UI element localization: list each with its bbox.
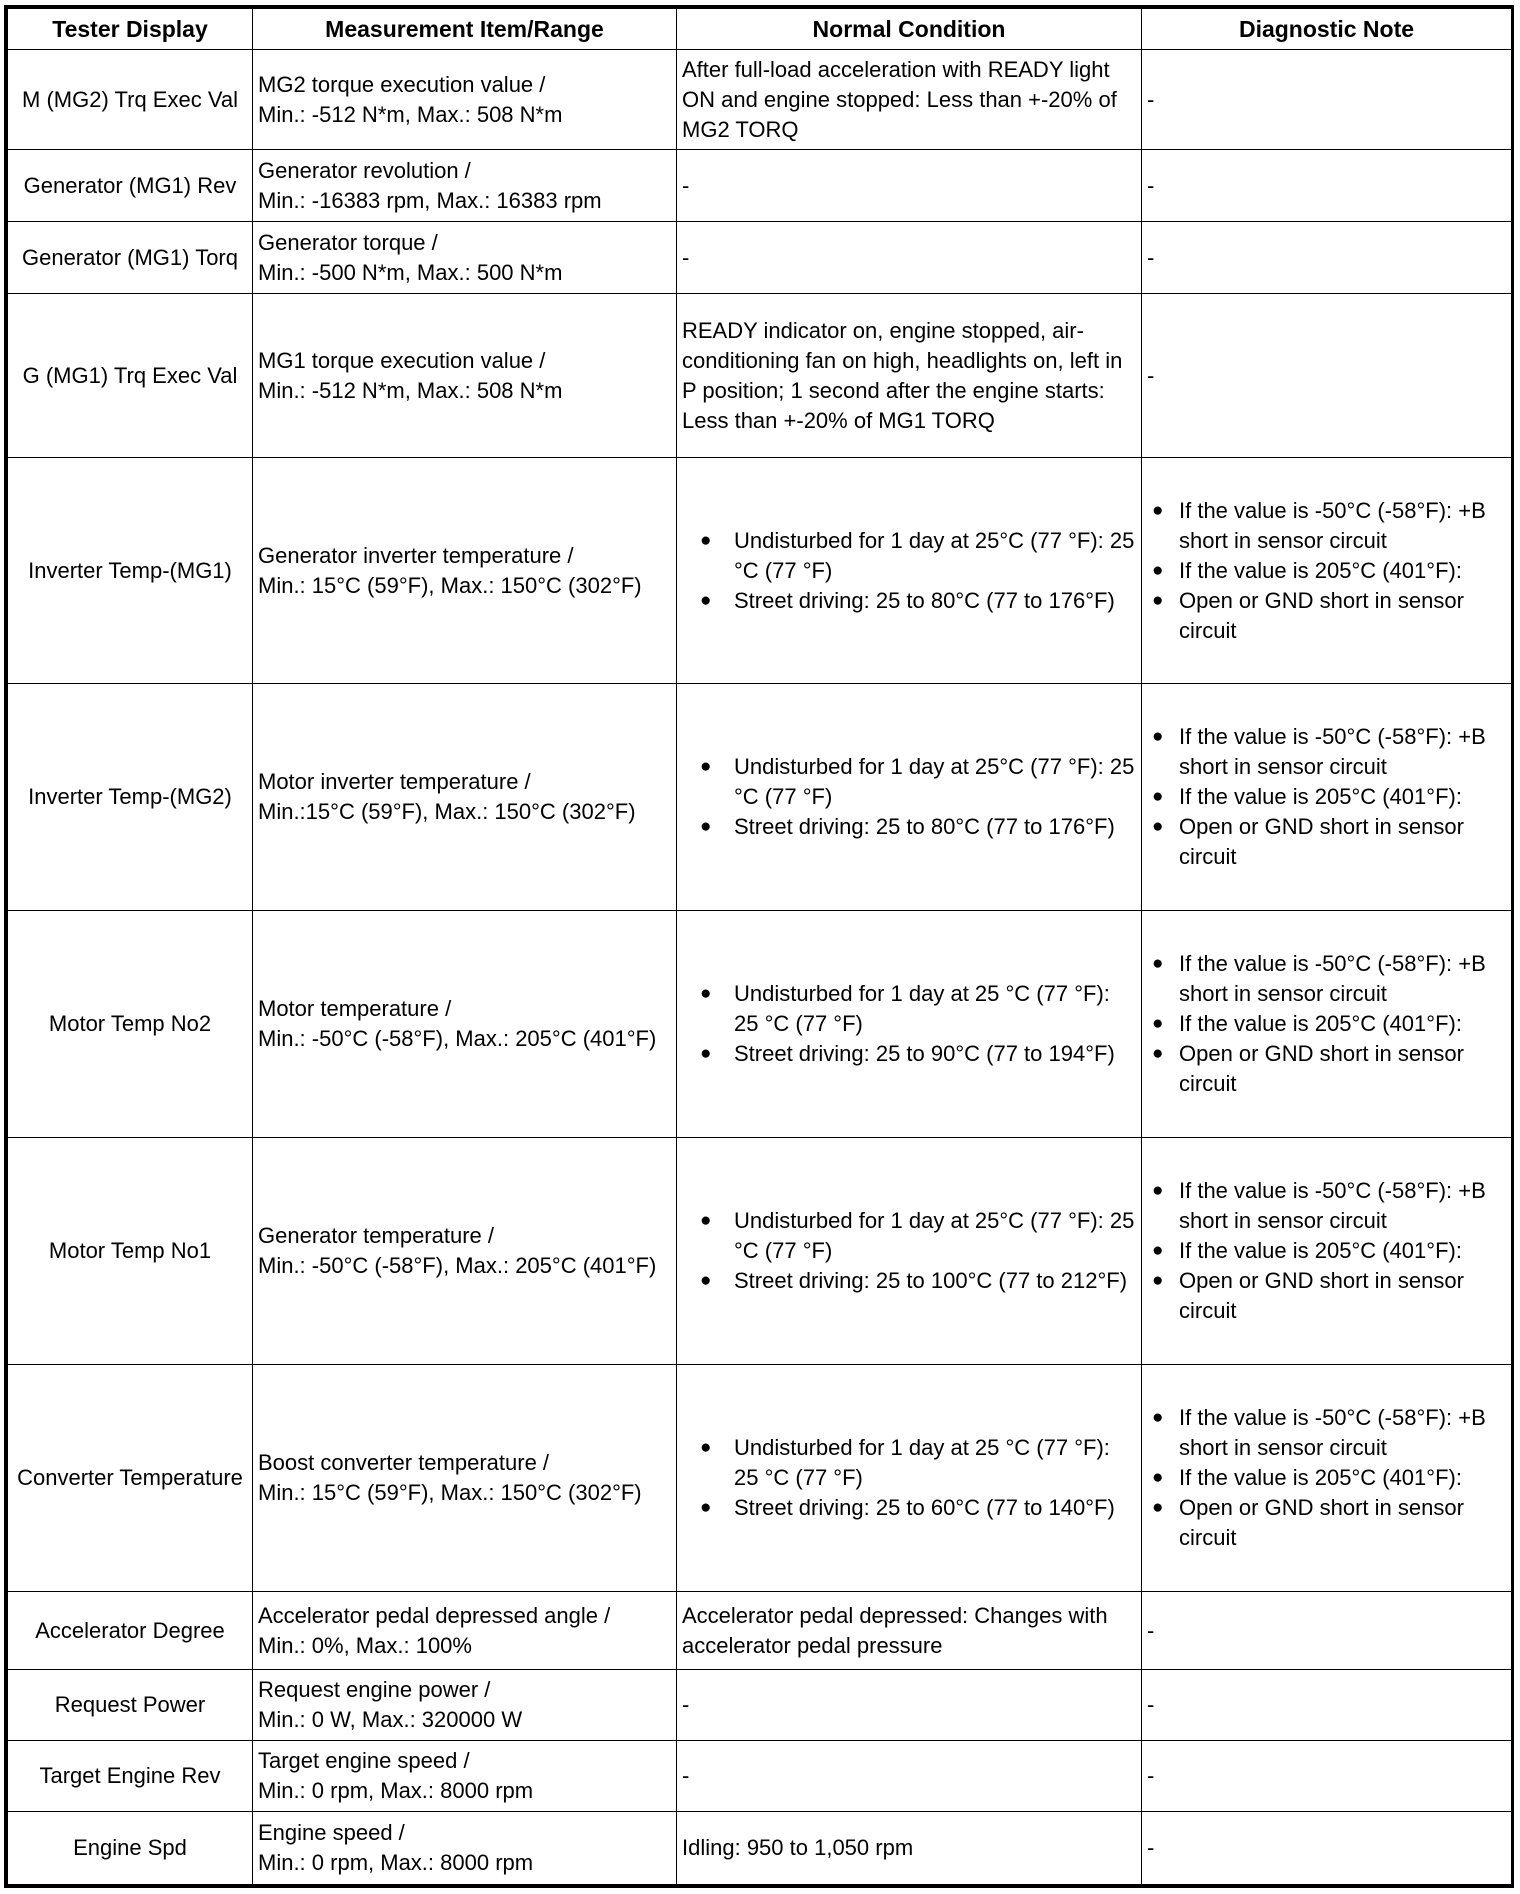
bullet-item: ● If the value is -50°C (-58°F): +B short in sensor circuit — [1147, 722, 1506, 782]
measurement-line: Min.: 0 rpm, Max.: 8000 rpm — [258, 1778, 534, 1803]
measurement-line: Engine speed / — [258, 1820, 405, 1845]
bullet-list — [1147, 949, 1506, 1099]
bullet-item: ● If the value is 205°C (401°F): — [1147, 1463, 1506, 1493]
measurement-cell — [253, 458, 677, 684]
table-row — [8, 222, 1512, 294]
measurement-cell — [253, 1365, 677, 1592]
bullet-item: ● If the value is 205°C (401°F): — [1147, 1236, 1506, 1266]
measurement-cell — [253, 1138, 677, 1365]
diagnostic-note-cell: - — [1142, 1670, 1512, 1741]
normal-condition-cell — [677, 684, 1142, 911]
normal-condition-cell — [677, 1138, 1142, 1365]
diagnostic-note-cell: - — [1142, 1592, 1512, 1670]
bullet-list — [1147, 496, 1506, 646]
table-row — [8, 50, 1512, 150]
measurement-line: Min.: 15°C (59°F), Max.: 150°C (302°F) — [258, 572, 642, 598]
measurement-line: Target engine speed / — [258, 1748, 470, 1773]
tester-display-cell: Motor Temp No2 — [8, 911, 253, 1138]
bullet-item: ● If the value is -50°C (-58°F): +B short in sensor circuit — [1147, 949, 1506, 1009]
tester-display-cell: Generator (MG1) Torq — [8, 222, 253, 294]
diagnostic-note-cell — [1142, 458, 1512, 684]
tester-display-cell: G (MG1) Trq Exec Val — [8, 294, 253, 458]
data-list-table-frame — [4, 5, 1514, 1888]
normal-condition-cell: - — [677, 222, 1142, 294]
bullet-item: ● Street driving: 25 to 80°C (77 to 176°F) — [682, 812, 1136, 842]
measurement-line: Motor inverter temperature / — [258, 769, 531, 794]
table-row — [8, 1670, 1512, 1741]
tester-display-cell: Generator (MG1) Rev — [8, 150, 253, 222]
table-row — [8, 684, 1512, 911]
diagnostic-note-cell: - — [1142, 222, 1512, 294]
measurement-line: Min.: 0 W, Max.: 320000 W — [258, 1707, 523, 1732]
tester-display-cell: Target Engine Rev — [8, 1741, 253, 1812]
header-row — [8, 9, 1512, 50]
tester-display-cell: Motor Temp No1 — [8, 1138, 253, 1365]
bullet-item: ● Open or GND short in sensor circuit — [1147, 812, 1506, 872]
normal-condition-cell: Idling: 950 to 1,050 rpm — [677, 1812, 1142, 1885]
table-row — [8, 1592, 1512, 1670]
measurement-cell — [253, 50, 677, 150]
normal-condition-cell: - — [677, 150, 1142, 222]
measurement-line: Min.: -512 N*m, Max.: 508 N*m — [258, 377, 563, 403]
bullet-item: ● If the value is 205°C (401°F): — [1147, 1009, 1506, 1039]
bullet-item: ● If the value is 205°C (401°F): — [1147, 782, 1506, 812]
measurement-cell — [253, 150, 677, 222]
bullet-item: ● Undisturbed for 1 day at 25°C (77 °F): 25 °C (77 °F) — [682, 752, 1136, 812]
bullet-item: ● If the value is -50°C (-58°F): +B short in sensor circuit — [1147, 496, 1506, 556]
normal-condition-cell: - — [677, 1741, 1142, 1812]
normal-condition-cell: - — [677, 1670, 1142, 1741]
diagnostic-note-cell: - — [1142, 50, 1512, 150]
header-diagnostic-note: Diagnostic Note — [1142, 9, 1512, 50]
diagnostic-note-cell — [1142, 1138, 1512, 1365]
bullet-list — [682, 1206, 1136, 1296]
tester-display-cell: Converter Temperature — [8, 1365, 253, 1592]
header-tester-display: Tester Display — [8, 9, 253, 50]
diagnostic-note-cell: - — [1142, 294, 1512, 458]
tester-display-cell: M (MG2) Trq Exec Val — [8, 50, 253, 150]
measurement-line: Accelerator pedal depressed angle / — [258, 1602, 611, 1628]
bullet-item: ● Street driving: 25 to 80°C (77 to 176°F) — [682, 586, 1136, 616]
normal-condition-cell — [677, 911, 1142, 1138]
table-row — [8, 1138, 1512, 1365]
diagnostic-note-cell — [1142, 1365, 1512, 1592]
measurement-line: Min.: -500 N*m, Max.: 500 N*m — [258, 259, 563, 285]
tester-display-cell: Engine Spd — [8, 1812, 253, 1885]
measurement-cell — [253, 1741, 677, 1812]
data-list-table — [7, 8, 1512, 1885]
measurement-line: Min.:15°C (59°F), Max.: 150°C (302°F) — [258, 799, 636, 824]
table-row — [8, 1812, 1512, 1885]
diagnostic-note-cell: - — [1142, 1741, 1512, 1812]
measurement-cell — [253, 222, 677, 294]
bullet-item: ● If the value is -50°C (-58°F): +B short in sensor circuit — [1147, 1403, 1506, 1463]
table-row — [8, 911, 1512, 1138]
measurement-cell — [253, 911, 677, 1138]
table-row — [8, 458, 1512, 684]
normal-condition-cell — [677, 458, 1142, 684]
bullet-item: ● If the value is 205°C (401°F): — [1147, 556, 1506, 586]
bullet-item: ● Street driving: 25 to 60°C (77 to 140°F) — [682, 1493, 1136, 1523]
bullet-list — [1147, 1176, 1506, 1326]
measurement-line: Min.: -50°C (-58°F), Max.: 205°C (401°F) — [258, 1026, 657, 1051]
bullet-item: ● Open or GND short in sensor circuit — [1147, 1493, 1506, 1553]
bullet-item: ● Open or GND short in sensor circuit — [1147, 1039, 1506, 1099]
bullet-item: ● Street driving: 25 to 90°C (77 to 194°F) — [682, 1039, 1136, 1069]
bullet-item: ● Undisturbed for 1 day at 25°C (77 °F): 25 °C (77 °F) — [682, 1206, 1136, 1266]
measurement-line: Motor temperature / — [258, 996, 452, 1021]
table-row — [8, 1365, 1512, 1592]
measurement-line: Boost converter temperature / — [258, 1450, 550, 1475]
tester-display-cell: Inverter Temp-(MG2) — [8, 684, 253, 911]
bullet-item: ● Open or GND short in sensor circuit — [1147, 586, 1506, 646]
bullet-item: ● Open or GND short in sensor circuit — [1147, 1266, 1506, 1326]
measurement-line: Min.: 0%, Max.: 100% — [258, 1632, 472, 1658]
bullet-item: ● Undisturbed for 1 day at 25 °C (77 °F): 25 °C (77 °F) — [682, 979, 1136, 1039]
header-measurement-item: Measurement Item/Range — [253, 9, 677, 50]
measurement-line: Min.: -512 N*m, Max.: 508 N*m — [258, 101, 563, 127]
diagnostic-note-cell — [1142, 911, 1512, 1138]
measurement-cell — [253, 294, 677, 458]
bullet-item: ● Street driving: 25 to 100°C (77 to 212°F) — [682, 1266, 1136, 1296]
measurement-line: MG2 torque execution value / — [258, 71, 546, 97]
tester-display-cell: Accelerator Degree — [8, 1592, 253, 1670]
bullet-list — [682, 752, 1136, 842]
measurement-line: Generator inverter temperature / — [258, 542, 574, 568]
table-row — [8, 294, 1512, 458]
diagnostic-note-cell: - — [1142, 150, 1512, 222]
measurement-line: Generator revolution / — [258, 157, 471, 183]
measurement-line: Min.: -50°C (-58°F), Max.: 205°C (401°F) — [258, 1253, 657, 1278]
bullet-list — [682, 526, 1136, 616]
tester-display-cell: Inverter Temp-(MG1) — [8, 458, 253, 684]
table-row — [8, 150, 1512, 222]
measurement-line: Generator temperature / — [258, 1223, 495, 1248]
measurement-line: Min.: -16383 rpm, Max.: 16383 rpm — [258, 187, 602, 213]
bullet-list — [1147, 722, 1506, 872]
measurement-line: Generator torque / — [258, 229, 438, 255]
bullet-item: ● If the value is -50°C (-58°F): +B short in sensor circuit — [1147, 1176, 1506, 1236]
bullet-list — [682, 979, 1136, 1069]
header-normal-condition: Normal Condition — [677, 9, 1142, 50]
measurement-cell — [253, 1670, 677, 1741]
bullet-list — [682, 1433, 1136, 1523]
measurement-line: MG1 torque execution value / — [258, 347, 546, 373]
diagnostic-note-cell: - — [1142, 1812, 1512, 1885]
bullet-item: ● Undisturbed for 1 day at 25 °C (77 °F): 25 °C (77 °F) — [682, 1433, 1136, 1493]
table-row — [8, 1741, 1512, 1812]
normal-condition-cell: After full-load acceleration with READY light ON and engine stopped: Less than +-20% of MG2 TORQ — [677, 50, 1142, 150]
measurement-line: Min.: 15°C (59°F), Max.: 150°C (302°F) — [258, 1480, 642, 1505]
normal-condition-cell: Accelerator pedal depressed: Changes with accelerator pedal pressure — [677, 1592, 1142, 1670]
measurement-line: Min.: 0 rpm, Max.: 8000 rpm — [258, 1850, 534, 1875]
measurement-cell — [253, 1812, 677, 1885]
measurement-cell — [253, 684, 677, 911]
normal-condition-cell — [677, 1365, 1142, 1592]
measurement-cell — [253, 1592, 677, 1670]
measurement-line: Request engine power / — [258, 1677, 491, 1702]
bullet-list — [1147, 1403, 1506, 1553]
normal-condition-cell: READY indicator on, engine stopped, air-conditioning fan on high, headlights on, left in P position; 1 second after the engine starts: Less than +-20% of MG1 TORQ — [677, 294, 1142, 458]
diagnostic-note-cell — [1142, 684, 1512, 911]
tester-display-cell: Request Power — [8, 1670, 253, 1741]
bullet-item: ● Undisturbed for 1 day at 25°C (77 °F): 25 °C (77 °F) — [682, 526, 1136, 586]
